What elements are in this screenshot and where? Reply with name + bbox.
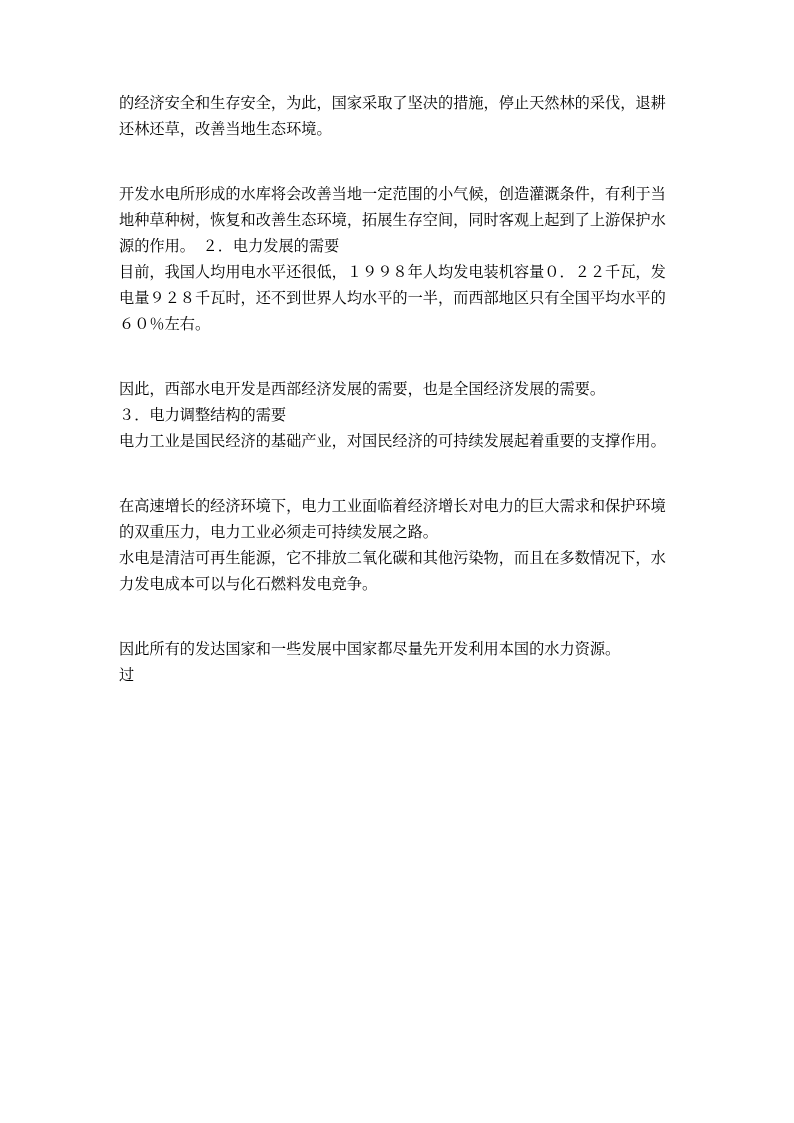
paragraph-reservoir-benefits: 开发水电所形成的水库将会改善当地一定范围的小气候，创造灌溉条件，有利于当地种草种树，恢复和改善生态环境，拓展生存空间，同时客观上起到了上游保护水源的作用。 ２．电力发展的需要 [119, 185, 666, 255]
paragraph-gap [119, 337, 679, 376]
paragraph-gap [119, 597, 679, 636]
paragraph-gap [119, 142, 679, 181]
paragraph-power-per-capita: 目前，我国人均用电水平还很低，１９９８年人均发电装机容量０．２２千瓦，发电量９２８千瓦时，还不到世界人均水平的一半，而西部地区只有全国平均水平的６０％左右。 [119, 263, 666, 333]
paragraph-developed-countries: 因此所有的发达国家和一些发展中国家都尽量先开发利用本国的水力资源。 [119, 640, 621, 658]
paragraph-gap [119, 454, 679, 493]
document-body [119, 90, 679, 688]
paragraph-ecology-measures: 的经济安全和生存安全，为此，国家采取了坚决的措施，停止天然林的采伐，退耕还林还草，改善当地生态环境。 [119, 94, 666, 138]
paragraph-clean-energy: 水电是清洁可再生能源，它不排放二氧化碳和其他污染物，而且在多数情况下，水力发电成本可以与化石燃料发电竞争。 [119, 549, 666, 593]
section-heading-structure: ３．电力调整结构的需要 [119, 406, 287, 424]
paragraph-west-development: 因此，西部水电开发是西部经济发展的需要，也是全国经济发展的需要。 [119, 380, 605, 398]
paragraph-dual-pressure: 在高速增长的经济环境下，电力工业面临着经济增长对电力的巨大需求和保护环境的双重压力，电力工业必须走可持续发展之路。 [119, 497, 666, 541]
paragraph-trailing-fragment: 过 [119, 666, 135, 684]
paragraph-power-industry: 电力工业是国民经济的基础产业，对国民经济的可持续发展起着重要的支撑作用。 [119, 432, 666, 450]
